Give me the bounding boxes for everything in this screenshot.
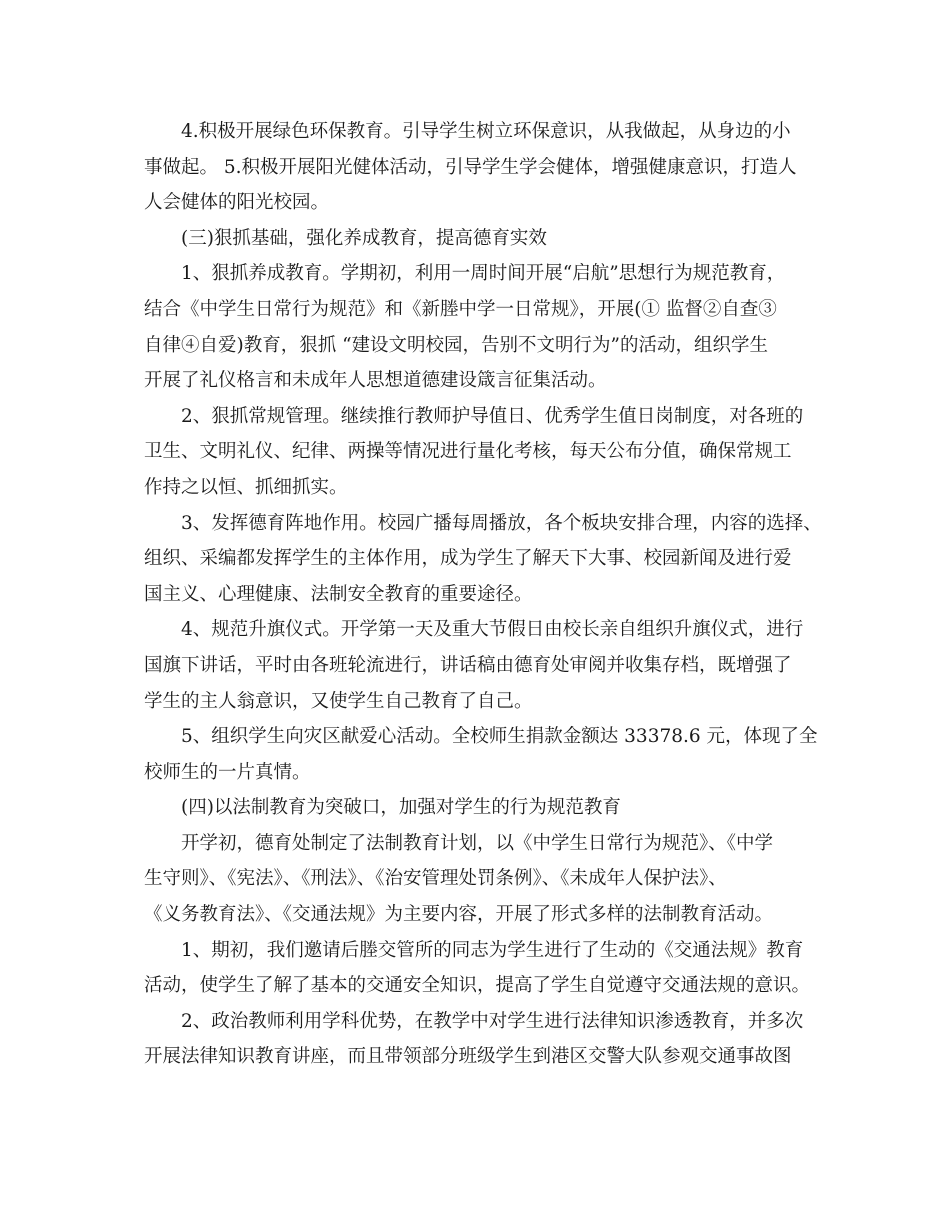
text-line: 事做起。 5.积极开展阳光健体活动，引导学生学会健体，增强健康意识，打造人 [144, 156, 797, 178]
text-line: 校师生的一片真情。 [144, 761, 311, 783]
text-line: 开展了礼仪格言和未成年人思想道德建设箴言征集活动。 [144, 370, 607, 392]
text-line: 开展法律知识教育讲座，而且带领部分班级学生到港区交警大队参观交通事故图 [144, 1046, 792, 1068]
text-line: 人会健体的阳光校园。 [144, 192, 330, 214]
text-line: 开学初，德育处制定了法制教育计划，以《中学生日常行为规范》、《中学 [181, 832, 774, 854]
text-line: 《义务教育法》、《交通法规》为主要内容，开展了形式多样的法制教育活动。 [144, 904, 774, 926]
text-line: 组织、采编都发挥学生的主体作用，成为学生了解天下大事、校园新闻及进行爱 [144, 548, 792, 570]
text-line: (四)以法制教育为突破口，加强对学生的行为规范教育 [181, 797, 621, 819]
text-line: (三)狠抓基础，强化养成教育，提高德育实效 [181, 227, 547, 249]
text-line: 国旗下讲话，平时由各班轮流进行，讲话稿由德育处审阅并收集存档，既增强了 [144, 654, 792, 676]
document-body [144, 114, 822, 1075]
text-line: 2、政治教师利用学科优势，在教学中对学生进行法律知识渗透教育，并多次 [181, 1010, 804, 1032]
text-line: 1、狠抓养成教育。学期初，利用一周时间开展“启航”思想行为规范教育， [181, 263, 786, 285]
text-line: 卫生、文明礼仪、纪律、两操等情况进行量化考核，每天公布分值，确保常规工 [144, 441, 792, 463]
text-line: 2、狠抓常规管理。继续推行教师护导值日、优秀学生值日岗制度，对各班的 [181, 405, 804, 427]
text-line: 学生的主人翁意识，又使学生自己教育了自己。 [144, 690, 533, 712]
text-line: 活动，使学生了解了基本的交通安全知识，提高了学生自觉遵守交通法规的意识。 [144, 975, 811, 997]
text-line: 4、规范升旗仪式。开学第一天及重大节假日由校长亲自组织升旗仪式，进行 [181, 619, 804, 641]
text-line: 结合《中学生日常行为规范》和《新塍中学一日常规》，开展(① 监督②自查③ [144, 298, 777, 320]
text-line: 作持之以恒、抓细抓实。 [144, 476, 348, 498]
text-line: 4.积极开展绿色环保教育。引导学生树立环保意识，从我做起，从身边的小 [181, 121, 791, 142]
text-line: 国主义、心理健康、法制安全教育的重要途径。 [144, 583, 533, 605]
text-line: 3、发挥德育阵地作用。校园广播每周播放，各个板块安排合理，内容的选择、 [181, 512, 822, 534]
text-line: 自律④自爱)教育，狠抓 “建设文明校园，告别不文明行为”的活动，组织学生 [144, 334, 769, 356]
text-line: 生守则》、《宪法》、《刑法》、《治安管理处罚条例》、《未成年人保护法》、 [144, 868, 727, 890]
text-line: 5、组织学生向灾区献爱心活动。全校师生捐款金额达 33378.6 元，体现了全 [181, 726, 818, 748]
text-line: 1、期初，我们邀请后塍交管所的同志为学生进行了生动的《交通法规》教育 [181, 939, 804, 961]
